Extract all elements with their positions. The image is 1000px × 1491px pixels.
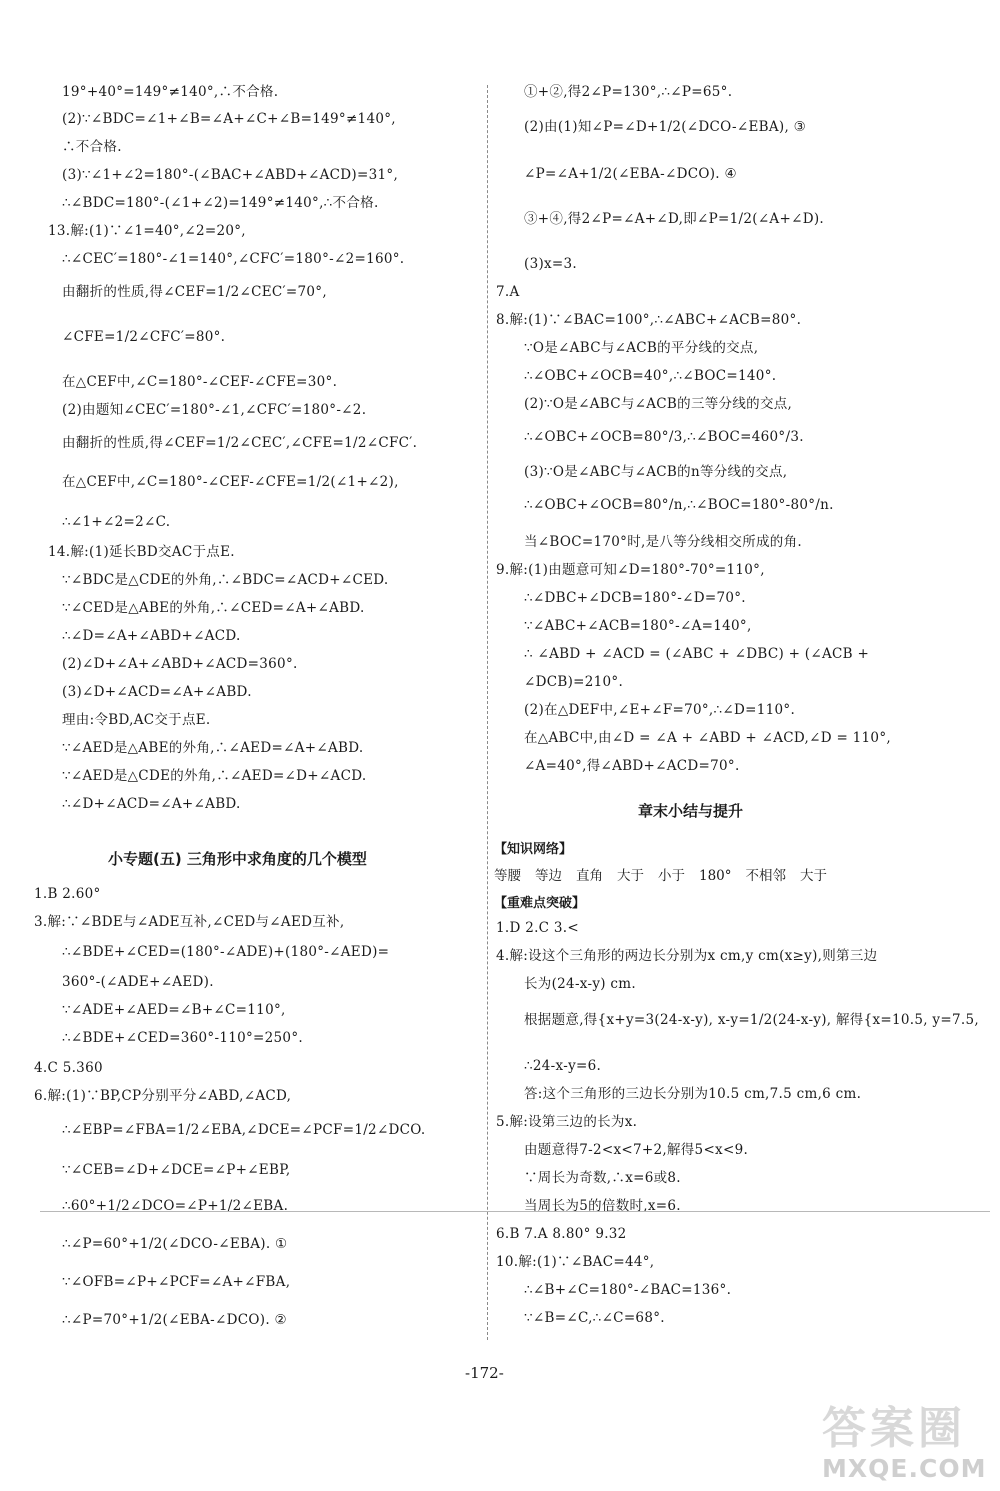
answer-line: 13.解:(1)∵∠1=40°,∠2=20°, — [48, 223, 246, 239]
answer-line: ∴∠BDE+∠CED=(180°-∠ADE)+(180°-∠AED)= — [62, 944, 390, 960]
answer-line: ∴∠OBC+∠OCB=40°,∴∠BOC=140°. — [524, 368, 777, 384]
answer-line: 4.C 5.360 — [34, 1060, 103, 1076]
answer-line: ∵周长为奇数,∴x=6或8. — [524, 1170, 681, 1186]
answer-line: ∴∠EBP=∠FBA=1/2∠EBA,∠DCE=∠PCF=1/2∠DCO. — [62, 1122, 426, 1138]
answer-line: ∠A=40°,得∠ABD+∠ACD=70°. — [524, 758, 740, 774]
section-title-chapter-summary: 章末小结与提升 — [638, 802, 744, 820]
answer-line: 7.A — [496, 284, 520, 300]
knowledge-term: 180° — [699, 868, 732, 884]
watermark — [822, 1392, 987, 1484]
answer-line: ∴∠OBC+∠OCB=80°/3,∴∠BOC=460°/3. — [524, 429, 804, 445]
answer-line: ∵∠ABC+∠ACB=180°-∠A=140°, — [524, 618, 752, 634]
answer-line: ③+④,得2∠P=∠A+∠D,即∠P=1/2(∠A+∠D). — [524, 211, 824, 227]
answer-line: 在△CEF中,∠C=180°-∠CEF-∠CFE=1/2(∠1+∠2), — [62, 474, 399, 490]
answer-line: 10.解:(1)∵∠BAC=44°, — [496, 1254, 655, 1270]
answer-line: ∴∠DBC+∠DCB=180°-∠D=70°. — [524, 590, 746, 606]
answer-line: ∴∠OBC+∠OCB=80°/n,∴∠BOC=180°-80°/n. — [524, 497, 834, 513]
answer-line: 19°+40°=149°≠140°,∴不合格. — [62, 84, 279, 100]
section-title-special-topic: 小专题(五) 三角形中求角度的几个模型 — [108, 850, 367, 868]
answer-line: 理由:令BD,AC交于点E. — [62, 712, 211, 728]
answer-line: ∴∠B+∠C=180°-∠BAC=136°. — [524, 1282, 732, 1298]
answer-line: 6.解:(1)∵BP,CP分别平分∠ABD,∠ACD, — [34, 1088, 292, 1104]
answer-line: 4.解:设这个三角形的两边长分别为x cm,y cm(x≥y),则第三边 — [496, 948, 878, 964]
answer-line: (2)∵∠BDC=∠1+∠B=∠A+∠C+∠B=149°≠140°, — [62, 111, 396, 127]
knowledge-term: 不相邻 — [745, 868, 787, 884]
answer-line: ①+②,得2∠P=130°,∴∠P=65°. — [524, 84, 733, 100]
answer-line: ∵∠CED是△ABE的外角,∴∠CED=∠A+∠ABD. — [62, 600, 365, 616]
answer-line: ∵∠OFB=∠P+∠PCF=∠A+∠FBA, — [62, 1274, 291, 1290]
answer-line: (2)由题知∠CEC′=180°-∠1,∠CFC′=180°-∠2. — [62, 402, 367, 418]
answer-line: 当周长为5的倍数时,x=6. — [524, 1198, 681, 1214]
answer-line: ∴∠D=∠A+∠ABD+∠ACD. — [62, 628, 241, 644]
knowledge-term: 大于 — [617, 868, 644, 884]
answer-line: 根据题意,得{x+y=3(24-x-y), x-y=1/2(24-x-y), 解得{x=10.5, y=7.5, — [524, 1012, 979, 1028]
answer-line: (3)∵∠1+∠2=180°-(∠BAC+∠ABD+∠ACD)=31°, — [62, 167, 399, 183]
answer-line: ∵∠BDC是△CDE的外角,∴∠BDC=∠ACD+∠CED. — [62, 572, 389, 588]
watermark-url: MXQE.COM — [822, 1454, 987, 1483]
answer-line: ∴∠D+∠ACD=∠A+∠ABD. — [62, 796, 241, 812]
answer-line: (3)x=3. — [524, 256, 578, 272]
answer-line: (3)∵O是∠ABC与∠ACB的n等分线的交点, — [524, 464, 788, 480]
answer-line: ∴60°+1/2∠DCO=∠P+1/2∠EBA. — [62, 1198, 289, 1214]
knowledge-terms — [494, 864, 841, 884]
answer-line: ∴ ∠ABD + ∠ACD = (∠ABC + ∠DBC) + (∠ACB + — [524, 646, 870, 662]
answer-line: 由题意得7-2<x<7+2,解得5<x<9. — [524, 1142, 749, 1158]
answer-line: ∴∠CEC′=180°-∠1=140°,∠CFC′=180°-∠2=160°. — [62, 251, 405, 267]
tag-key-points: 【重难点突破】 — [494, 896, 586, 911]
answer-line: 答:这个三角形的三边长分别为10.5 cm,7.5 cm,6 cm. — [524, 1086, 862, 1102]
answer-line: (2)在△DEF中,∠E+∠F=70°,∴∠D=110°. — [524, 702, 796, 718]
answer-line: ∠CFE=1/2∠CFC′=80°. — [62, 329, 226, 345]
answer-line: 当∠BOC=170°时,是八等分线相交所成的角. — [524, 534, 802, 550]
page-number: -172- — [465, 1364, 504, 1382]
answer-line: ∵∠ADE+∠AED=∠B+∠C=110°, — [62, 1002, 286, 1018]
answer-line: ∵∠CEB=∠D+∠DCE=∠P+∠EBP, — [62, 1162, 291, 1178]
knowledge-term: 大于 — [800, 868, 828, 884]
answer-line: ∴不合格. — [62, 139, 122, 155]
knowledge-term: 等腰 — [494, 868, 521, 884]
column-divider — [487, 85, 488, 1340]
answer-line: ∵O是∠ABC与∠ACB的平分线的交点, — [524, 340, 759, 356]
answer-line: ∴∠BDE+∠CED=360°-110°=250°. — [62, 1030, 303, 1046]
answer-line: ∴∠BDC=180°-(∠1+∠2)=149°≠140°,∴不合格. — [62, 195, 379, 211]
answer-line: 6.B 7.A 8.80° 9.32 — [496, 1226, 627, 1242]
scan-rule — [40, 1211, 990, 1212]
answer-line: ∴24-x-y=6. — [524, 1058, 602, 1074]
answer-line: 3.解:∵∠BDE与∠ADE互补,∠CED与∠AED互补, — [34, 914, 345, 930]
tag-knowledge-network: 【知识网络】 — [494, 842, 573, 857]
answer-line: (3)∠D+∠ACD=∠A+∠ABD. — [62, 684, 252, 700]
answer-line: 1.B 2.60° — [34, 886, 101, 902]
answer-line: ∠P=∠A+1/2(∠EBA-∠DCO). ④ — [524, 166, 737, 182]
answer-line: (2)∠D+∠A+∠ABD+∠ACD=360°. — [62, 656, 298, 672]
knowledge-term: 直角 — [576, 868, 603, 884]
answer-line: 由翻折的性质,得∠CEF=1/2∠CEC′=70°, — [62, 284, 327, 300]
answer-line: ∵∠AED是△CDE的外角,∴∠AED=∠D+∠ACD. — [62, 768, 367, 784]
answer-line: 由翻折的性质,得∠CEF=1/2∠CEC′,∠CFE=1/2∠CFC′. — [62, 435, 418, 451]
answer-line: 长为(24-x-y) cm. — [524, 976, 636, 992]
knowledge-term: 小于 — [658, 868, 685, 884]
answer-line: ∵∠AED是△ABE的外角,∴∠AED=∠A+∠ABD. — [62, 740, 364, 756]
answer-line: 5.解:设第三边的长为x. — [496, 1114, 638, 1130]
answer-line: 360°-(∠ADE+∠AED). — [62, 974, 214, 990]
answer-line: ∴∠P=60°+1/2(∠DCO-∠EBA). ① — [62, 1236, 288, 1252]
answer-line: ∵∠B=∠C,∴∠C=68°. — [524, 1310, 665, 1326]
answer-line: ∴∠1+∠2=2∠C. — [62, 514, 171, 530]
answer-line: 在△CEF中,∠C=180°-∠CEF-∠CFE=30°. — [62, 374, 338, 390]
knowledge-term: 等边 — [535, 868, 562, 884]
answer-line: 1.D 2.C 3.< — [496, 920, 579, 936]
answer-line: 在△ABC中,由∠D = ∠A + ∠ABD + ∠ACD,∠D = 110°, — [524, 730, 891, 746]
answer-line: (2)由(1)知∠P=∠D+1/2(∠DCO-∠EBA), ③ — [524, 119, 807, 135]
watermark-logo: 答案圈 — [822, 1403, 966, 1454]
answer-line: 14.解:(1)延长BD交AC于点E. — [48, 544, 235, 560]
answer-line: ∠DCB)=210°. — [524, 674, 624, 690]
answer-line: 9.解:(1)由题意可知∠D=180°-70°=110°, — [496, 562, 765, 578]
answer-line: (2)∵O是∠ABC与∠ACB的三等分线的交点, — [524, 396, 793, 412]
answer-line: 8.解:(1)∵∠BAC=100°,∴∠ABC+∠ACB=80°. — [496, 312, 802, 328]
answer-line: ∴∠P=70°+1/2(∠EBA-∠DCO). ② — [62, 1312, 287, 1328]
